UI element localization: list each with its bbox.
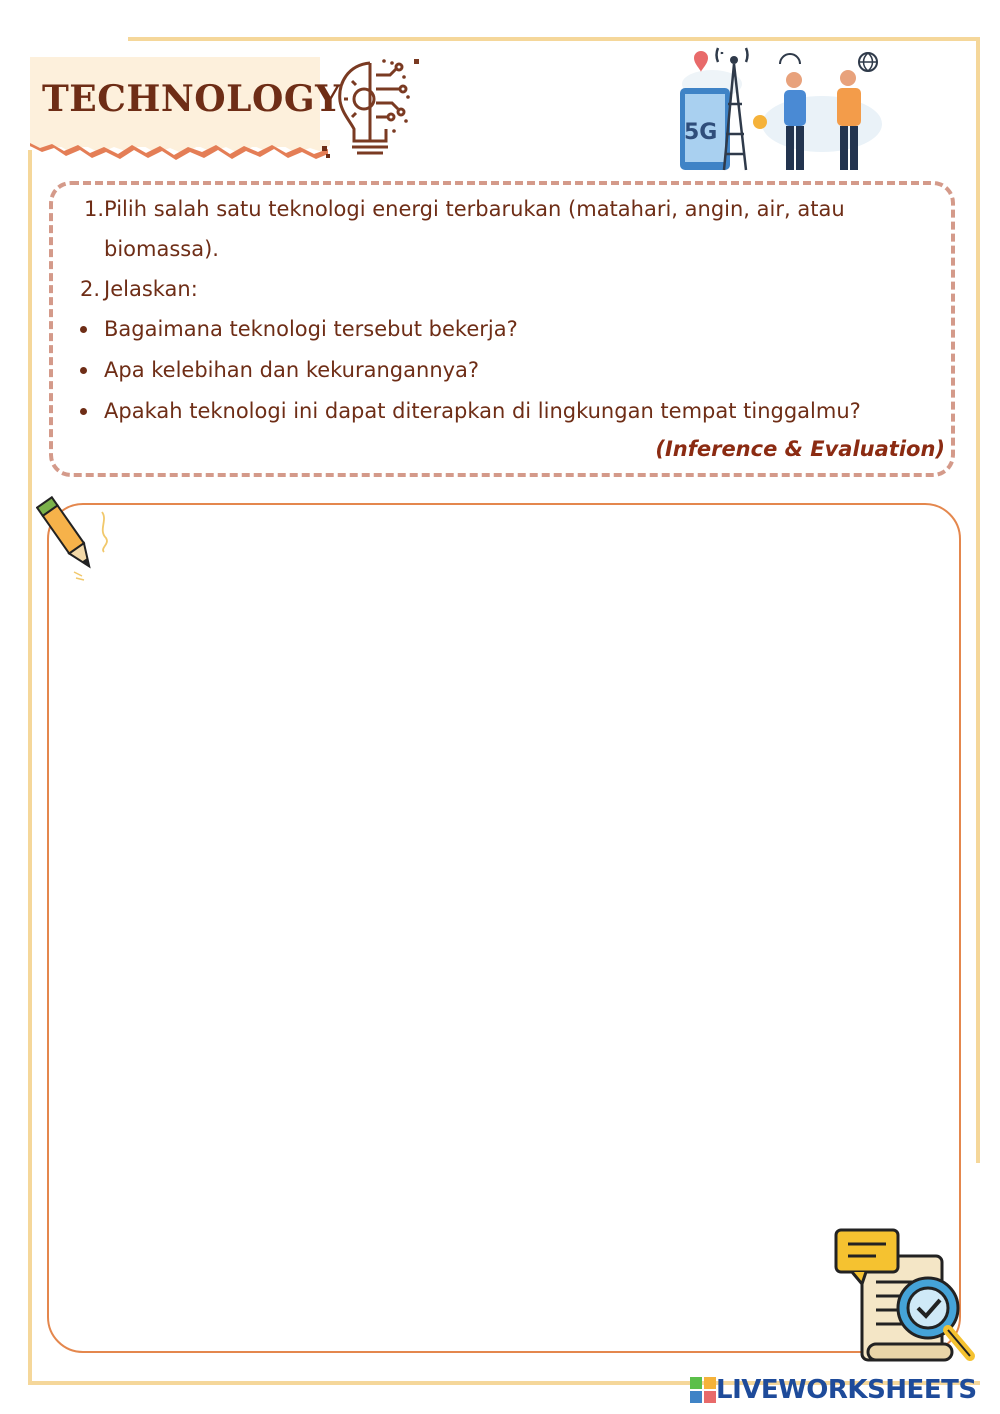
page-frame-right bbox=[976, 37, 980, 1163]
bullet-dot bbox=[80, 326, 87, 333]
bullet-dot bbox=[80, 367, 87, 374]
page-title: TECHNOLOGY bbox=[42, 78, 342, 120]
skill-tag: (Inference & Evaluation) bbox=[655, 437, 945, 461]
pencil-icon bbox=[36, 490, 116, 585]
5g-network-illustration bbox=[672, 44, 887, 176]
bullet-item: Apa kelebihan dan kekurangannya? bbox=[104, 358, 480, 382]
lightbulb-circuit-icon bbox=[330, 55, 425, 160]
liveworksheets-watermark bbox=[690, 1374, 977, 1406]
question-number: 1. bbox=[84, 197, 105, 221]
question-1-continuation: biomassa). bbox=[104, 237, 219, 261]
bullet-item: Bagaimana teknologi tersebut bekerja? bbox=[104, 317, 518, 341]
bullet-dot bbox=[80, 408, 87, 415]
question-2-text: Jelaskan: bbox=[104, 277, 198, 301]
page-frame-top bbox=[128, 37, 980, 41]
page-frame-left bbox=[28, 150, 32, 1385]
watermark-text: LIVEWORKSHEETS bbox=[716, 1375, 977, 1405]
question-1-text: Pilih salah satu teknologi energi terbarukan (matahari, angin, air, atau bbox=[104, 197, 845, 221]
question-number: 2. bbox=[80, 277, 101, 301]
5g-badge: 5G bbox=[684, 120, 718, 145]
document-review-icon bbox=[832, 1226, 982, 1371]
torn-paper-decoration bbox=[30, 140, 330, 166]
bullet-item: Apakah teknologi ini dapat diterapkan di lingkungan tempat tinggalmu? bbox=[104, 399, 861, 423]
answer-area[interactable] bbox=[47, 503, 961, 1353]
liveworksheets-logo-icon bbox=[690, 1377, 716, 1403]
